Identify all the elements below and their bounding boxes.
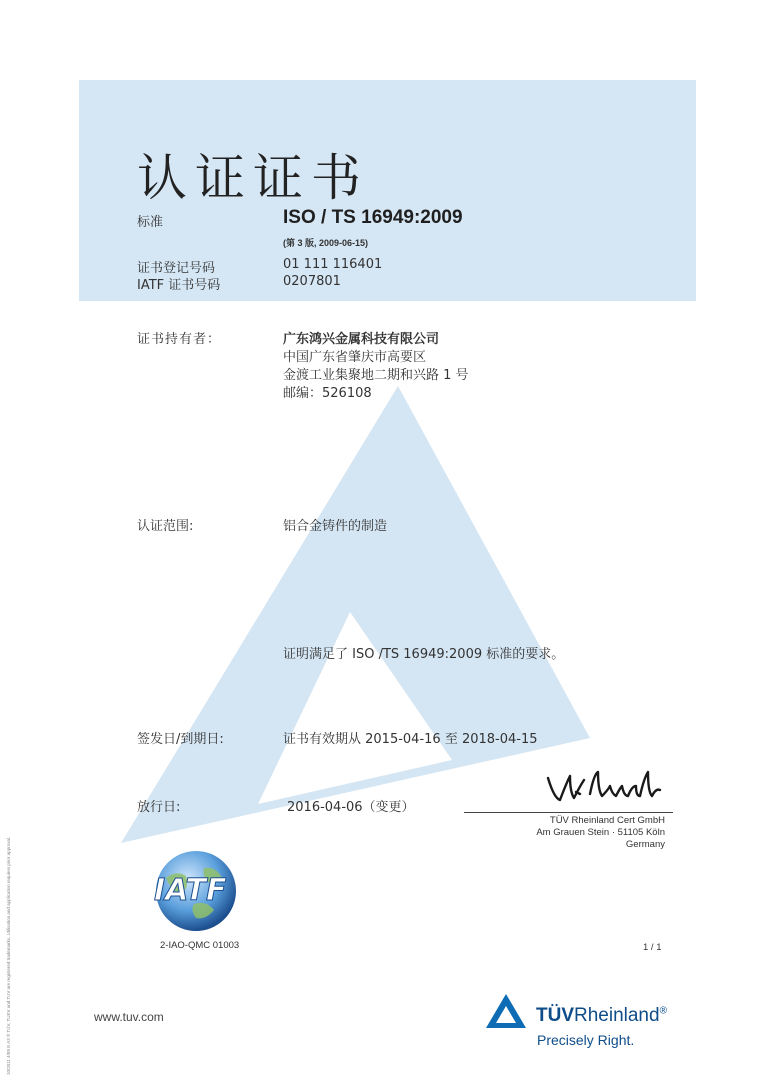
- validity-value: 证书有效期从 2015-04-16 至 2018-04-15: [283, 732, 538, 747]
- reg-number-label: 证书登记号码: [137, 261, 216, 276]
- tuv-brand-rest: Rheinland: [574, 1005, 660, 1026]
- holder-address-line-2: 金渡工业集聚地二期和兴路 1 号: [283, 368, 469, 383]
- validity-label: 签发日/到期日:: [137, 732, 224, 747]
- signature-image: [540, 764, 670, 808]
- reg-number-value: 01 111 116401: [283, 257, 383, 272]
- issue-label: 放行日:: [137, 800, 181, 815]
- signature-line: [464, 812, 673, 813]
- standard-edition: (第 3 版, 2009-06-15): [283, 238, 369, 248]
- holder-name: 广东鸿兴金属科技有限公司: [283, 332, 440, 347]
- tuv-slogan: Precisely Right.: [537, 1032, 635, 1048]
- tuv-brand-bold: TÜV: [536, 1005, 574, 1026]
- scope-label: 认证范围:: [137, 519, 194, 534]
- tuv-triangle-logo-icon: [484, 992, 528, 1032]
- holder-address-line-1: 中国广东省肇庆市高要区: [283, 350, 427, 365]
- issuer-country: Germany: [625, 839, 665, 850]
- standard-label: 标准: [137, 215, 164, 230]
- scope-value: 铝合金铸件的制造: [283, 519, 388, 534]
- trademark-side-note: 10/2011 4/88 E A3 ® TÜV, TUEV and TUV are registered trademarks. Utilisation and application requires prior approval.: [6, 836, 11, 1075]
- conformity-statement: 证明满足了 ISO /TS 16949:2009 标准的要求。: [283, 647, 565, 662]
- standard-value: ISO / TS 16949:2009: [283, 207, 463, 228]
- holder-label: 证书持有者：: [137, 332, 222, 347]
- website-link[interactable]: www.tuv.com: [94, 1010, 164, 1024]
- certificate-title: 认证证书: [137, 149, 369, 207]
- issuer-street: Am Grauen Stein · 51105 Köln: [536, 827, 665, 838]
- iatf-number-value: 0207801: [283, 274, 341, 289]
- iatf-logo-text: IATF: [154, 873, 227, 908]
- issue-value: 2016-04-06（变更）: [287, 800, 415, 815]
- issuer-company: TÜV Rheinland Cert GmbH: [549, 815, 665, 826]
- registered-mark: ®: [659, 1005, 667, 1017]
- tuv-brand: [536, 1005, 667, 1027]
- iatf-number-label: IATF 证书号码: [137, 278, 221, 293]
- page-number: 1 / 1: [643, 942, 662, 953]
- iatf-globe-logo: [146, 848, 254, 934]
- iatf-code: 2-IAO-QMC 01003: [160, 940, 240, 951]
- holder-postcode: 邮编：526108: [283, 386, 372, 401]
